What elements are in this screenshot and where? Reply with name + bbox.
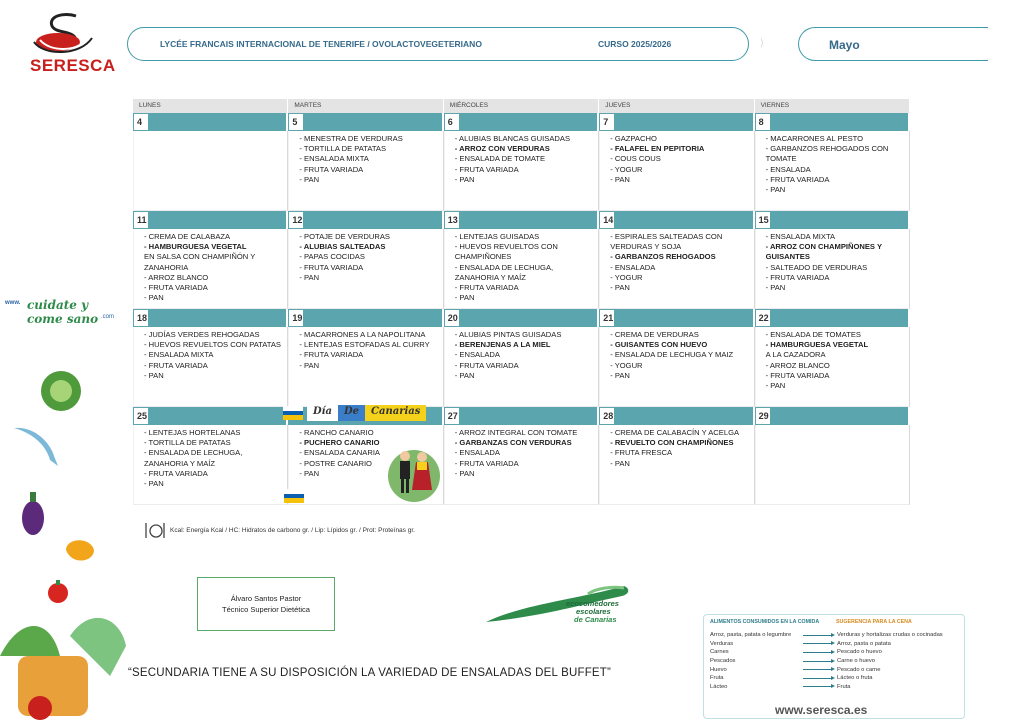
day-number: 19 — [289, 310, 303, 326]
day-number-cell — [288, 211, 443, 229]
menu-item: - HUEVOS REVUELTOS CON CHAMPIÑONES — [454, 242, 558, 262]
menu-item: - LENTEJAS ESTOFADAS AL CURRY — [299, 340, 430, 350]
cutlery-plate-icon — [143, 521, 165, 539]
menu-calendar — [133, 99, 910, 505]
menu-item: - PAN — [765, 185, 786, 195]
course-title: CURSO 2025/2026 — [598, 39, 672, 49]
menu-item: EN SALSA CON CHAMPIÑÓN Y ZANAHORIA — [144, 252, 256, 272]
food-table-body — [704, 625, 964, 691]
menu-item: - ENSALADA CANARIA — [299, 448, 380, 458]
signature-title: Técnico Superior Dietética — [222, 605, 310, 614]
canarias-part-1: Día — [307, 405, 338, 421]
day-number-cell — [755, 309, 910, 327]
canarias-text — [307, 405, 426, 421]
food-consumed: Huevo — [710, 666, 727, 673]
month-label: Mayo — [829, 38, 860, 52]
menu-item: - HUEVOS REVUELTOS CON PATATAS — [144, 340, 281, 350]
day-number-row — [133, 211, 910, 229]
cuidate-logo: www. cuidate y come sano .com — [5, 298, 115, 326]
menu-item: - GARBANZOS REHOGADOS CON TOMATE — [765, 144, 889, 164]
menu-item: - LENTEJAS HORTELANAS — [144, 428, 241, 437]
menu-item: - FRUTA VARIADA — [454, 164, 519, 174]
canarias-part-3: Canarias — [365, 405, 426, 421]
main-dish: - ARROZ CON CHAMPIÑONES Y GUISANTES — [765, 242, 882, 262]
canarias-flag-icon — [284, 489, 304, 503]
day-name: MARTES — [288, 99, 443, 113]
menu-cell — [444, 131, 599, 211]
menu-item: - YOGUR — [610, 360, 643, 370]
week-row — [133, 211, 910, 309]
day-number-cell — [755, 407, 910, 425]
day-number: 14 — [600, 212, 614, 228]
dinner-suggestion: Lácteo o fruta — [837, 675, 873, 682]
menu-item: - FRUTA VARIADA — [144, 360, 208, 370]
legend — [143, 521, 415, 539]
day-number: 22 — [756, 310, 770, 326]
menu-cell — [133, 327, 288, 407]
food-table-row — [710, 640, 964, 649]
canarias-flag-icon — [283, 406, 303, 420]
menu-item: - FRUTA VARIADA — [454, 283, 519, 293]
eco-line-3: de Canarias — [574, 615, 617, 624]
week-row — [133, 407, 910, 505]
menu-cell — [288, 327, 443, 407]
day-number: 25 — [134, 408, 148, 424]
seresca-logo — [24, 12, 120, 74]
menu-item: - CREMA DE CALABACÍN Y ACELGA — [610, 428, 740, 437]
day-number-cell — [444, 113, 599, 131]
menu-item: - PAN — [765, 381, 786, 391]
day-number-cell — [288, 113, 443, 131]
menu-cell — [444, 425, 599, 505]
day-number: 12 — [289, 212, 303, 228]
dia-de-canarias-banner — [283, 402, 445, 424]
food-table-row — [710, 665, 964, 674]
menu-cell — [599, 327, 754, 407]
main-dish: - ALUBIAS SALTEADAS — [299, 242, 386, 252]
food-table-row — [710, 683, 964, 692]
day-number: 29 — [756, 408, 770, 424]
menu-item: - ARROZ BLANCO — [765, 360, 830, 370]
day-name: VIERNES — [755, 99, 910, 113]
main-dish: - GARBANZAS CON VERDURAS — [454, 438, 572, 448]
menu-item: - ENSALADA — [610, 262, 656, 272]
canarias-part-2: De — [338, 405, 365, 421]
vegetable-basket-icon — [0, 596, 130, 724]
dinner-suggestion: Arroz, pasta o patata — [837, 640, 891, 647]
menu-item: - PAN — [610, 458, 630, 468]
arrow-right-icon — [803, 643, 833, 644]
school-title: LYCÉE FRANCAIS INTERNACIONAL DE TENERIFE / OVOLACTOVEGETERIANO — [160, 39, 482, 49]
day-number-cell — [599, 113, 754, 131]
menu-item: - TORTILLA DE PATATAS — [299, 144, 387, 154]
menu-item: - FRUTA VARIADA — [765, 272, 830, 282]
menu-cell — [444, 327, 599, 407]
menu-item: - PAN — [610, 283, 630, 293]
menu-item: - PAN — [610, 370, 630, 380]
menu-item: - PAN — [144, 293, 164, 303]
menu-item: - ENSALADA DE TOMATES — [765, 330, 861, 339]
day-number-cell — [133, 309, 288, 327]
menu-row — [133, 131, 910, 211]
menu-item: - ARROZ INTEGRAL CON TOMATE — [454, 428, 578, 437]
day-name: MIÉRCOLES — [444, 99, 599, 113]
menu-item: - FRUTA VARIADA — [299, 262, 364, 272]
menu-item: - SALTEADO DE VERDURAS — [765, 262, 868, 272]
menu-item: - PAN — [454, 174, 475, 184]
day-number: 18 — [134, 310, 148, 326]
menu-item: - PAN — [454, 468, 475, 478]
fish-icon — [10, 420, 62, 472]
food-consumed: Arroz, pasta, patata o legumbre — [710, 632, 792, 639]
food-consumed: Pescados — [710, 658, 736, 665]
day-number-row — [133, 309, 910, 327]
signature-box — [197, 577, 335, 631]
menu-item: - PAN — [299, 174, 320, 184]
main-dish: - REVUELTO CON CHAMPIÑONES — [610, 438, 734, 448]
menu-item: - ALUBIAS BLANCAS GUISADAS — [454, 134, 571, 143]
main-dish: - BERENJENAS A LA MIEL — [454, 340, 551, 350]
menu-cell — [755, 425, 910, 505]
menu-item: - ENSALADA DE TOMATE — [454, 154, 546, 164]
dinner-suggestion: Fruta — [837, 683, 851, 690]
menu-item: - ENSALADA DE LECHUGA Y MAIZ — [610, 350, 734, 360]
eggplant-icon — [18, 490, 48, 536]
main-dish: - PUCHERO CANARIO — [299, 438, 380, 448]
website-link[interactable]: www.seresca.es — [775, 703, 868, 717]
menu-item: - FRUTA VARIADA — [299, 350, 364, 360]
menu-item: - ENSALADA MIXTA — [765, 232, 836, 241]
menu-item: - PAN — [299, 272, 320, 282]
food-table-header — [704, 615, 964, 625]
day-number-cell — [444, 407, 599, 425]
cabbage-icon — [40, 368, 82, 414]
menu-item: - RANCHO CANARIO — [299, 428, 374, 437]
day-number: 7 — [600, 114, 614, 130]
arrow-right-icon — [803, 669, 833, 670]
menu-cell — [444, 229, 599, 309]
title-bar — [127, 27, 749, 61]
day-number-cell — [599, 211, 754, 229]
day-number: 27 — [445, 408, 459, 424]
day-number: 8 — [756, 114, 770, 130]
arrow-right-icon — [803, 635, 833, 636]
menu-item: - PAN — [765, 283, 786, 293]
menu-item: - JUDÍAS VERDES REHOGADAS — [144, 330, 260, 339]
menu-item: - ALUBIAS PINTAS GUISADAS — [454, 330, 562, 339]
menu-row — [133, 327, 910, 407]
menu-item: - FRUTA VARIADA — [454, 360, 519, 370]
food-consumed: Carnes — [710, 649, 729, 656]
arrow-right-icon — [803, 661, 833, 662]
food-table-head-right: SUGERENCIA PARA LA CENA — [836, 619, 912, 625]
eco-line-2: escolares — [576, 607, 611, 616]
main-dish: - ARROZ CON VERDURAS — [454, 144, 550, 154]
day-number-cell — [444, 309, 599, 327]
seresca-logo-text: SERESCA — [30, 56, 116, 75]
menu-item: - ENSALADA DE LECHUGA, ZANAHORIA Y MAÍZ — [454, 262, 554, 282]
week-row — [133, 113, 910, 211]
menu-item: - PAN — [299, 468, 320, 478]
menu-cell — [599, 131, 754, 211]
main-dish: - GUISANTES CON HUEVO — [610, 340, 708, 350]
signature-name: Álvaro Santos Pastor — [230, 594, 302, 603]
weeks-container — [133, 113, 910, 505]
day-number-cell — [133, 211, 288, 229]
food-consumed: Verduras — [710, 640, 734, 647]
menu-item: - LENTEJAS GUISADAS — [454, 232, 540, 241]
day-number: 20 — [445, 310, 459, 326]
menu-item: - TORTILLA DE PATATAS — [144, 438, 231, 448]
menu-item: - ARROZ BLANCO — [144, 272, 209, 282]
menu-item: - MACARRONES AL PESTO — [765, 134, 864, 143]
day-number-row — [133, 407, 910, 425]
arrow-right-icon — [803, 686, 833, 687]
decor-arrow-icon: ⟩ — [760, 38, 764, 49]
menu-cell — [133, 425, 288, 505]
day-names-row — [133, 99, 910, 113]
day-name: LUNES — [133, 99, 288, 113]
day-number: 5 — [289, 114, 303, 130]
menu-cell — [755, 327, 910, 407]
dinner-suggestion: Pescado o carne — [837, 666, 881, 673]
food-table-row — [710, 648, 964, 657]
main-dish: - HAMBURGUESA VEGETAL — [144, 242, 247, 252]
menu-item: - PAN — [454, 293, 475, 303]
menu-item: - ENSALADA — [454, 350, 500, 360]
day-name: JUEVES — [599, 99, 754, 113]
menu-item: - PAN — [144, 479, 164, 489]
menu-item: - ESPIRALES SALTEADAS CON VERDURAS Y SOJA — [610, 232, 723, 252]
food-table-row — [710, 674, 964, 683]
menu-item: - ENSALADA — [454, 448, 500, 458]
day-number-cell — [444, 211, 599, 229]
day-number-cell — [288, 309, 443, 327]
dinner-suggestion: Verduras y hortalizas crudas o cocinadas — [837, 632, 943, 639]
menu-item: - MACARRONES A LA NAPOLITANA — [299, 330, 426, 339]
menu-item: - PAN — [144, 370, 164, 380]
buffet-message: “SECUNDARIA TIENE A SU DISPOSICIÓN LA VARIEDAD DE ENSALADAS DEL BUFFET” — [128, 667, 612, 679]
menu-item: - FRUTA FRESCA — [610, 448, 673, 458]
month-box — [798, 27, 988, 61]
menu-item: - PAPAS COCIDAS — [299, 252, 365, 262]
eco-line-1: ecocomedores — [566, 599, 619, 608]
food-table-head-left: ALIMENTOS CONSUMIDOS EN LA COMIDA — [710, 619, 820, 625]
menu-cell — [599, 425, 754, 505]
menu-cell — [755, 131, 910, 211]
menu-item: - FRUTA VARIADA — [144, 468, 208, 478]
menu-row — [133, 425, 910, 505]
menu-item: - CREMA DE CALABAZA — [144, 232, 231, 241]
menu-item: - ENSALADA MIXTA — [299, 154, 369, 164]
menu-cell — [599, 229, 754, 309]
menu-cell — [133, 131, 288, 211]
menu-item: - FRUTA VARIADA — [299, 164, 364, 174]
menu-item: - YOGUR — [610, 164, 643, 174]
menu-item: - POSTRE CANARIO — [299, 458, 372, 468]
day-number-row — [133, 113, 910, 131]
day-number: 4 — [134, 114, 148, 130]
week-row — [133, 309, 910, 407]
menu-item: - FRUTA VARIADA — [765, 370, 830, 380]
menu-item: - MENESTRA DE VERDURAS — [299, 134, 403, 143]
menu-row — [133, 229, 910, 309]
menu-item: - ENSALADA DE LECHUGA, ZANAHORIA Y MAÍZ — [144, 448, 243, 468]
seresca-logo-mark — [30, 12, 110, 58]
food-table-row — [710, 631, 964, 640]
day-number: 15 — [756, 212, 770, 228]
food-consumed: Lácteo — [710, 683, 728, 690]
food-table-row — [710, 657, 964, 666]
menu-cell — [288, 229, 443, 309]
menu-item: - COUS COUS — [610, 154, 661, 164]
menu-cell — [288, 131, 443, 211]
day-number: 11 — [134, 212, 148, 228]
menu-item: - GAZPACHO — [610, 134, 657, 143]
main-dish: - GARBANZOS REHOGADOS — [610, 252, 716, 262]
ecocomedores-logo — [484, 582, 634, 630]
menu-item: - PAN — [299, 360, 320, 370]
day-number: 6 — [445, 114, 459, 130]
menu-item: - PAN — [454, 370, 475, 380]
arrow-right-icon — [803, 678, 833, 679]
menu-item: - PAN — [610, 174, 630, 184]
main-dish: - HAMBURGUESA VEGETAL — [765, 340, 869, 350]
dinner-suggestion: Pescado o huevo — [837, 649, 882, 656]
menu-item: - CREMA DE VERDURAS — [610, 330, 699, 339]
legend-text: Kcal: Energía Kcal / HC: Hidratos de carbono gr. / Lip: Lípidos gr. / Prot: Proteínas gr. — [170, 526, 415, 534]
day-number: 28 — [600, 408, 614, 424]
menu-cell — [755, 229, 910, 309]
cuidate-text: cuidate y come sano — [27, 298, 99, 326]
main-dish: - FALAFEL EN PEPITORIA — [610, 144, 705, 154]
menu-item: - FRUTA VARIADA — [454, 458, 519, 468]
menu-item: - YOGUR — [610, 272, 643, 282]
day-number-cell — [755, 113, 910, 131]
menu-item: - FRUTA VARIADA — [144, 283, 208, 293]
menu-item: - POTAJE DE VERDURAS — [299, 232, 390, 241]
day-number-cell — [133, 113, 288, 131]
pepper-icon — [60, 532, 100, 568]
dinner-suggestion: Carne o huevo — [837, 658, 876, 665]
day-number: 13 — [445, 212, 459, 228]
menu-item: - FRUTA VARIADA — [765, 174, 830, 184]
menu-item: A LA CAZADORA — [765, 350, 826, 360]
menu-item: - ENSALADA MIXTA — [144, 350, 214, 360]
canarian-couple-icon — [386, 444, 442, 502]
day-number: 21 — [600, 310, 614, 326]
day-number-cell — [133, 407, 288, 425]
arrow-right-icon — [803, 652, 833, 653]
day-number-cell — [599, 407, 754, 425]
day-number-cell — [599, 309, 754, 327]
day-number-cell — [755, 211, 910, 229]
food-consumed: Fruta — [710, 675, 724, 682]
menu-cell — [133, 229, 288, 309]
menu-item: - ENSALADA — [765, 164, 811, 174]
